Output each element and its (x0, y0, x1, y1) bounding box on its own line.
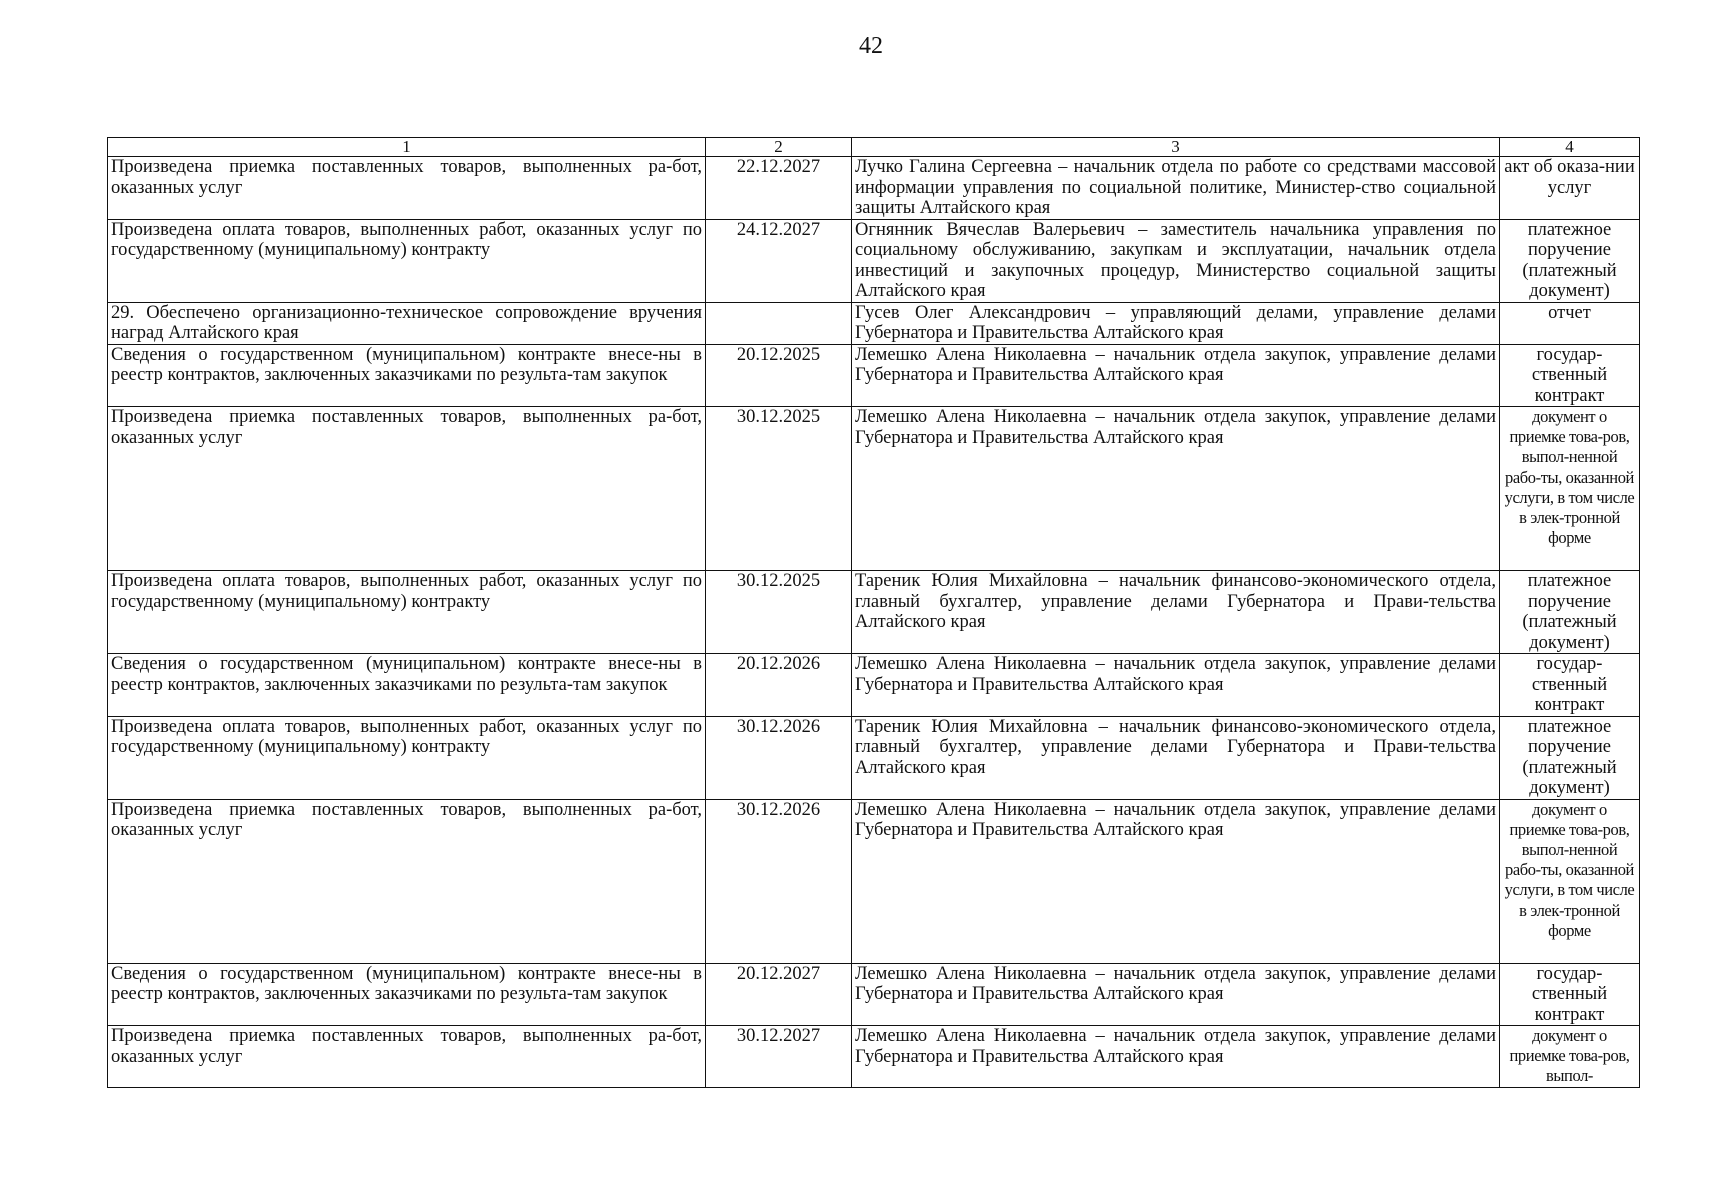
responsible-person: Лучко Галина Сергеевна – начальник отдела по работе со средствами массовой информации управления по социальной политике, Министер-ство социальной защиты Алтайского края (852, 157, 1500, 220)
event-description: Произведена оплата товаров, выполненных работ, оказанных услуг по государственному (муниципальному) контракту (108, 716, 706, 799)
confirming-document: платежное поручение (платежный документ) (1500, 716, 1640, 799)
responsible-person: Лемешко Алена Николаевна – начальник отдела закупок, управление делами Губернатора и Правительства Алтайского края (852, 407, 1500, 571)
confirming-document: государ-ственный контракт (1500, 654, 1640, 717)
table-row (108, 571, 1640, 654)
confirming-document: документ о приемке това-ров, выпол-ненной рабо-ты, оказанной услуги, в том числе в элек-тронной форме (1500, 799, 1640, 963)
responsible-person: Огнянник Вячеслав Валерьевич – заместитель начальника управления по социальному обслуживанию, закупкам и эксплуатации, начальник отдела инвестиций и закупочных процедур, Министерство социальной защиты Алтайского края (852, 219, 1500, 302)
confirming-document: документ о приемке това-ров, выпол- (1500, 1026, 1640, 1088)
confirming-document: отчет (1500, 302, 1640, 344)
confirming-document: акт об оказа-нии услуг (1500, 157, 1640, 220)
page-number: 42 (859, 33, 883, 59)
responsible-person: Лемешко Алена Николаевна – начальник отдела закупок, управление делами Губернатора и Правительства Алтайского края (852, 799, 1500, 963)
event-description: Сведения о государственном (муниципальном) контракте внесе-ны в реестр контрактов, заключенных заказчиками по результа-там закупок (108, 654, 706, 717)
column-number-row (108, 138, 1640, 157)
table-row (108, 302, 1640, 344)
deadline-date: 20.12.2027 (706, 963, 852, 1026)
table-row (108, 157, 1640, 220)
event-description: Произведена оплата товаров, выполненных работ, оказанных услуг по государственному (муниципальному) контракту (108, 571, 706, 654)
responsible-person: Тареник Юлия Михайловна – начальник финансово-экономического отдела, главный бухгалтер, управление делами Губернатора и Прави-тельства Алтайского края (852, 716, 1500, 799)
table-row (108, 344, 1640, 407)
responsible-person: Лемешко Алена Николаевна – начальник отдела закупок, управление делами Губернатора и Правительства Алтайского края (852, 654, 1500, 717)
event-description: Произведена приемка поставленных товаров, выполненных ра-бот, оказанных услуг (108, 799, 706, 963)
deadline-date: 30.12.2027 (706, 1026, 852, 1088)
deadline-date: 20.12.2025 (706, 344, 852, 407)
table-row (108, 716, 1640, 799)
event-description: Сведения о государственном (муниципальном) контракте внесе-ны в реестр контрактов, заключенных заказчиками по результа-там закупок (108, 963, 706, 1026)
event-description: Произведена приемка поставленных товаров, выполненных ра-бот, оказанных услуг (108, 1026, 706, 1088)
table-row (108, 1026, 1640, 1088)
column-number: 2 (706, 138, 852, 157)
table-row (108, 799, 1640, 963)
deadline-date: 30.12.2025 (706, 407, 852, 571)
confirming-document: платежное поручение (платежный документ) (1500, 571, 1640, 654)
responsible-person: Лемешко Алена Николаевна – начальник отдела закупок, управление делами Губернатора и Правительства Алтайского края (852, 1026, 1500, 1088)
deadline-date: 24.12.2027 (706, 219, 852, 302)
deadline-date: 20.12.2026 (706, 654, 852, 717)
responsible-person: Тареник Юлия Михайловна – начальник финансово-экономического отдела, главный бухгалтер, управление делами Губернатора и Прави-тельства Алтайского края (852, 571, 1500, 654)
deadline-date: 30.12.2025 (706, 571, 852, 654)
table-row (108, 654, 1640, 717)
event-description: Произведена приемка поставленных товаров, выполненных ра-бот, оказанных услуг (108, 157, 706, 220)
table-row (108, 407, 1640, 571)
responsible-person: Лемешко Алена Николаевна – начальник отдела закупок, управление делами Губернатора и Правительства Алтайского края (852, 963, 1500, 1026)
responsible-person: Лемешко Алена Николаевна – начальник отдела закупок, управление делами Губернатора и Правительства Алтайского края (852, 344, 1500, 407)
deadline-date (706, 302, 852, 344)
responsible-person: Гусев Олег Александрович – управляющий делами, управление делами Губернатора и Правительства Алтайского края (852, 302, 1500, 344)
confirming-document: государ-ственный контракт (1500, 963, 1640, 1026)
deadline-date: 30.12.2026 (706, 716, 852, 799)
table-row (108, 963, 1640, 1026)
column-number: 3 (852, 138, 1500, 157)
plan-table (107, 137, 1640, 1088)
confirming-document: документ о приемке това-ров, выпол-ненной рабо-ты, оказанной услуги, в том числе в элек-тронной форме (1500, 407, 1640, 571)
column-number: 4 (1500, 138, 1640, 157)
confirming-document: платежное поручение (платежный документ) (1500, 219, 1640, 302)
confirming-document: государ-ственный контракт (1500, 344, 1640, 407)
table-row (108, 219, 1640, 302)
event-description: 29. Обеспечено организационно-техническое сопровождение вручения наград Алтайского края (108, 302, 706, 344)
event-description: Произведена оплата товаров, выполненных работ, оказанных услуг по государственному (муниципальному) контракту (108, 219, 706, 302)
event-description: Сведения о государственном (муниципальном) контракте внесе-ны в реестр контрактов, заключенных заказчиками по результа-там закупок (108, 344, 706, 407)
event-description: Произведена приемка поставленных товаров, выполненных ра-бот, оказанных услуг (108, 407, 706, 571)
deadline-date: 30.12.2026 (706, 799, 852, 963)
deadline-date: 22.12.2027 (706, 157, 852, 220)
column-number: 1 (108, 138, 706, 157)
